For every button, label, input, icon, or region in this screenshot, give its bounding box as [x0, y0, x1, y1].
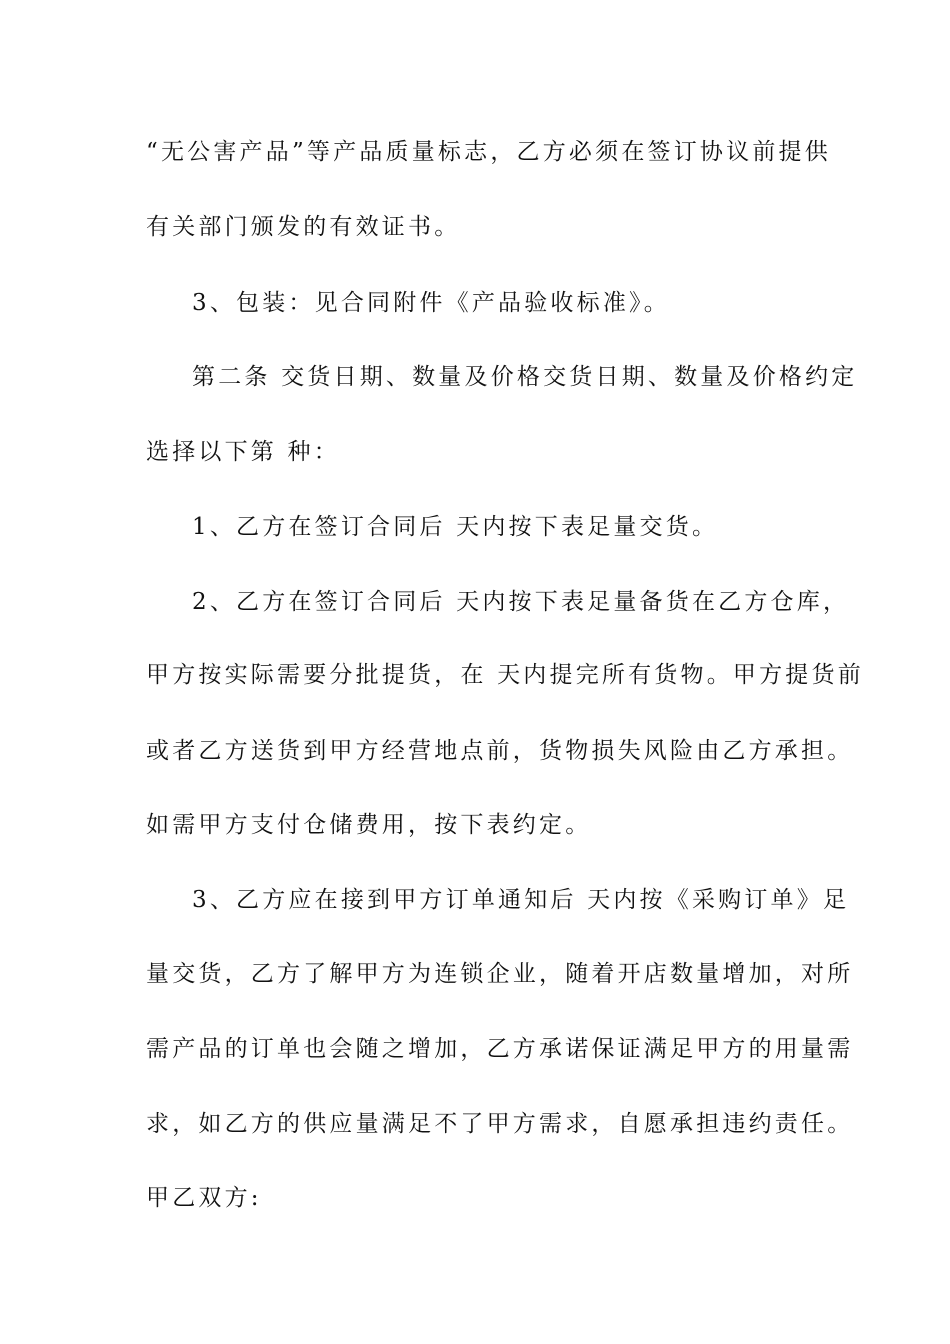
text-line-8: 甲方按实际需要分批提货，在 天内提完所有货物。甲方提货前 [146, 662, 864, 688]
text-line-10: 如需甲方支付仓储费用，按下表约定。 [146, 812, 592, 838]
text-line-1: “无公害产品”等产品质量标志，乙方必须在签订协议前提供 [146, 139, 831, 165]
text-line-15: 甲乙双方: [146, 1185, 262, 1211]
text-line-14: 求，如乙方的供应量满足不了甲方需求，自愿承担违约责任。 [146, 1111, 854, 1137]
text-line-11: 3、乙方应在接到甲方订单通知后 天内按《采购订单》足 [192, 887, 850, 913]
text-line-2: 有关部门颁发的有效证书。 [146, 214, 461, 240]
text-line-5: 选择以下第 种： [146, 439, 340, 465]
text-line-13: 需产品的订单也会随之增加，乙方承诺保证满足甲方的用量需 [146, 1036, 854, 1062]
article-heading: 第二条 交货日期、数量及价格交货日期、数量及价格约定 [192, 364, 858, 390]
text-line-9: 或者乙方送货到甲方经营地点前，货物损失风险由乙方承担。 [146, 738, 854, 764]
text-line-6: 1、乙方在签订合同后 天内按下表足量交货。 [192, 514, 719, 540]
text-line-12: 量交货，乙方了解甲方为连锁企业，随着开店数量增加，对所 [146, 961, 854, 987]
text-line-7: 2、乙方在签订合同后 天内按下表足量备货在乙方仓库， [192, 589, 850, 615]
text-line-3: 3、包装：见合同附件《产品验收标准》。 [192, 290, 670, 316]
